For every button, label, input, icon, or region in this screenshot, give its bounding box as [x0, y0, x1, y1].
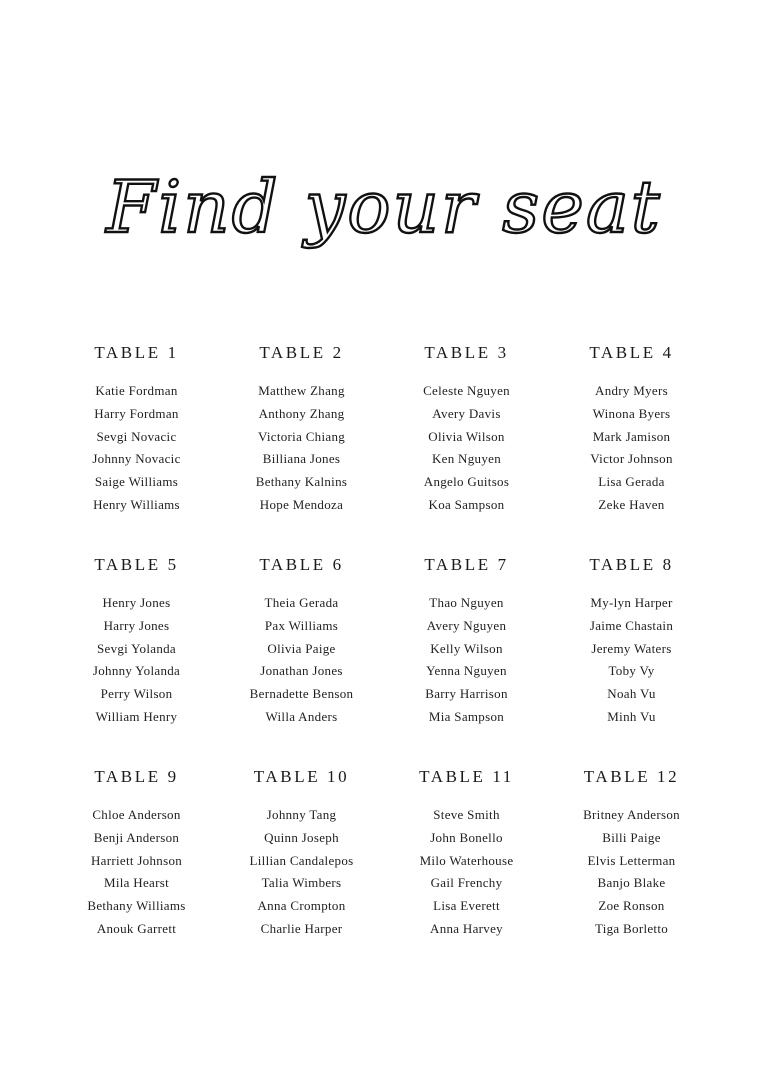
guest-name: Mila Hearst: [103, 875, 170, 891]
guest-name: Anouk Garrett: [96, 920, 177, 936]
guest-name: Lisa Gerada: [598, 474, 665, 490]
guest-name: Tiga Borletto: [594, 920, 669, 936]
guest-list: [54, 380, 219, 517]
guest-name: Henry Jones: [102, 595, 171, 610]
guest-name: Olivia Wilson: [428, 428, 505, 444]
guest-name: Bernadette Benson: [249, 686, 354, 702]
table-heading: TABLE 4: [589, 343, 674, 362]
guest-name: Saige Williams: [94, 474, 179, 490]
guest-name: Hope Mendoza: [259, 496, 344, 512]
guest-name: William Henry: [95, 708, 178, 724]
guest-name: Mark Jamison: [592, 428, 671, 444]
table-block: [219, 552, 384, 764]
guest-name: Victor Johnson: [590, 451, 673, 467]
guest-name: Britney Anderson: [583, 807, 680, 822]
guest-name: Harry Fordman: [94, 405, 179, 421]
guest-name: Anthony Zhang: [258, 405, 345, 421]
table-heading: TABLE 1: [94, 343, 179, 362]
table-block: [549, 764, 714, 976]
guest-name: Zeke Haven: [598, 496, 665, 512]
page-title: Find your seat: [106, 165, 662, 249]
guest-name: John Bonello: [430, 829, 503, 845]
table-heading: TABLE 9: [94, 767, 179, 786]
guest-list: [384, 804, 549, 941]
guest-name: Theia Gerada: [264, 595, 339, 610]
guest-name: Benji Anderson: [93, 829, 180, 845]
table-block: [54, 764, 219, 976]
guest-name: Avery Davis: [432, 405, 501, 421]
guest-list: [549, 380, 714, 517]
guest-name: Yenna Nguyen: [426, 663, 507, 679]
guest-name: Avery Nguyen: [426, 617, 507, 633]
table-block: [384, 764, 549, 976]
guest-name: Johnny Yolanda: [92, 663, 181, 679]
guest-name: Ken Nguyen: [431, 451, 502, 467]
table-heading: TABLE 7: [424, 555, 509, 574]
table-heading: TABLE 12: [583, 767, 680, 786]
table-heading: TABLE 11: [419, 767, 514, 786]
table-block: [54, 552, 219, 764]
guest-name: Charlie Harper: [260, 920, 343, 936]
guest-name: Chloe Anderson: [92, 807, 181, 822]
guest-list: [549, 592, 714, 729]
guest-name: Gail Frenchy: [430, 875, 503, 891]
guest-name: Katie Fordman: [95, 383, 178, 398]
guest-name: Lisa Everett: [433, 898, 500, 914]
guest-name: Bethany Kalnins: [255, 474, 348, 490]
table-heading: TABLE 10: [253, 767, 350, 786]
guest-name: Billiana Jones: [262, 451, 341, 467]
guest-name: Kelly Wilson: [430, 640, 503, 656]
guest-list: [219, 380, 384, 517]
guest-name: Celeste Nguyen: [423, 383, 510, 398]
guest-name: Lillian Candalepos: [249, 852, 354, 868]
guest-name: Johnny Tang: [266, 807, 337, 822]
table-block: [384, 340, 549, 552]
table-block: [219, 764, 384, 976]
table-heading: TABLE 2: [259, 343, 344, 362]
guest-list: [384, 592, 549, 729]
table-heading: TABLE 5: [94, 555, 179, 574]
title-block: [0, 160, 768, 270]
guest-name: Harriett Johnson: [90, 852, 183, 868]
guest-list: [549, 804, 714, 941]
guest-name: Talia Wimbers: [261, 875, 342, 891]
guest-name: Jaime Chastain: [589, 617, 674, 633]
guest-name: Anna Harvey: [430, 920, 503, 936]
guest-name: Jeremy Waters: [591, 640, 672, 656]
guest-list: [219, 804, 384, 941]
guest-name: My-lyn Harper: [590, 595, 673, 610]
guest-name: Quinn Joseph: [264, 829, 339, 845]
guest-name: Bethany Williams: [87, 898, 186, 914]
guest-name: Winona Byers: [592, 405, 671, 421]
guest-name: Milo Waterhouse: [419, 852, 514, 868]
table-heading: TABLE 6: [259, 555, 344, 574]
guest-list: [54, 592, 219, 729]
guest-name: Steve Smith: [433, 807, 500, 822]
table-block: [54, 340, 219, 552]
guest-name: Jonathan Jones: [260, 663, 343, 679]
guest-name: Perry Wilson: [100, 686, 173, 702]
guest-name: Matthew Zhang: [258, 383, 345, 398]
table-block: [219, 340, 384, 552]
title-script-art: [0, 160, 768, 270]
guest-list: [384, 380, 549, 517]
guest-name: Barry Harrison: [425, 686, 508, 702]
guest-name: Elvis Letterman: [587, 852, 676, 868]
guest-name: Henry Williams: [93, 496, 180, 512]
guest-name: Minh Vu: [607, 708, 656, 724]
table-heading: TABLE 8: [589, 555, 674, 574]
guest-name: Sevgi Yolanda: [96, 640, 177, 656]
guest-name: Anna Crompton: [257, 898, 346, 914]
guest-name: Noah Vu: [607, 686, 656, 702]
guest-name: Johnny Novacic: [92, 451, 181, 467]
guest-name: Billi Paige: [602, 829, 661, 845]
guest-list: [54, 804, 219, 941]
guest-name: Koa Sampson: [428, 496, 505, 512]
guest-name: Victoria Chiang: [257, 428, 346, 444]
guest-name: Harry Jones: [103, 617, 170, 633]
guest-name: Zoe Ronson: [598, 898, 665, 914]
guest-name: Mia Sampson: [428, 708, 505, 724]
table-block: [384, 552, 549, 764]
guest-list: [219, 592, 384, 729]
table-heading: TABLE 3: [424, 343, 509, 362]
guest-name: Banjo Blake: [597, 875, 666, 891]
guest-name: Willa Anders: [265, 708, 338, 724]
guest-name: Angelo Guitsos: [423, 474, 510, 490]
guest-name: Sevgi Novacic: [96, 428, 177, 444]
guest-name: Toby Vy: [608, 663, 655, 679]
seating-grid: [54, 340, 714, 976]
guest-name: Pax Williams: [264, 617, 339, 633]
guest-name: Andry Myers: [595, 383, 668, 398]
table-block: [549, 552, 714, 764]
guest-name: Thao Nguyen: [429, 595, 504, 610]
table-block: [549, 340, 714, 552]
guest-name: Olivia Paige: [267, 640, 336, 656]
